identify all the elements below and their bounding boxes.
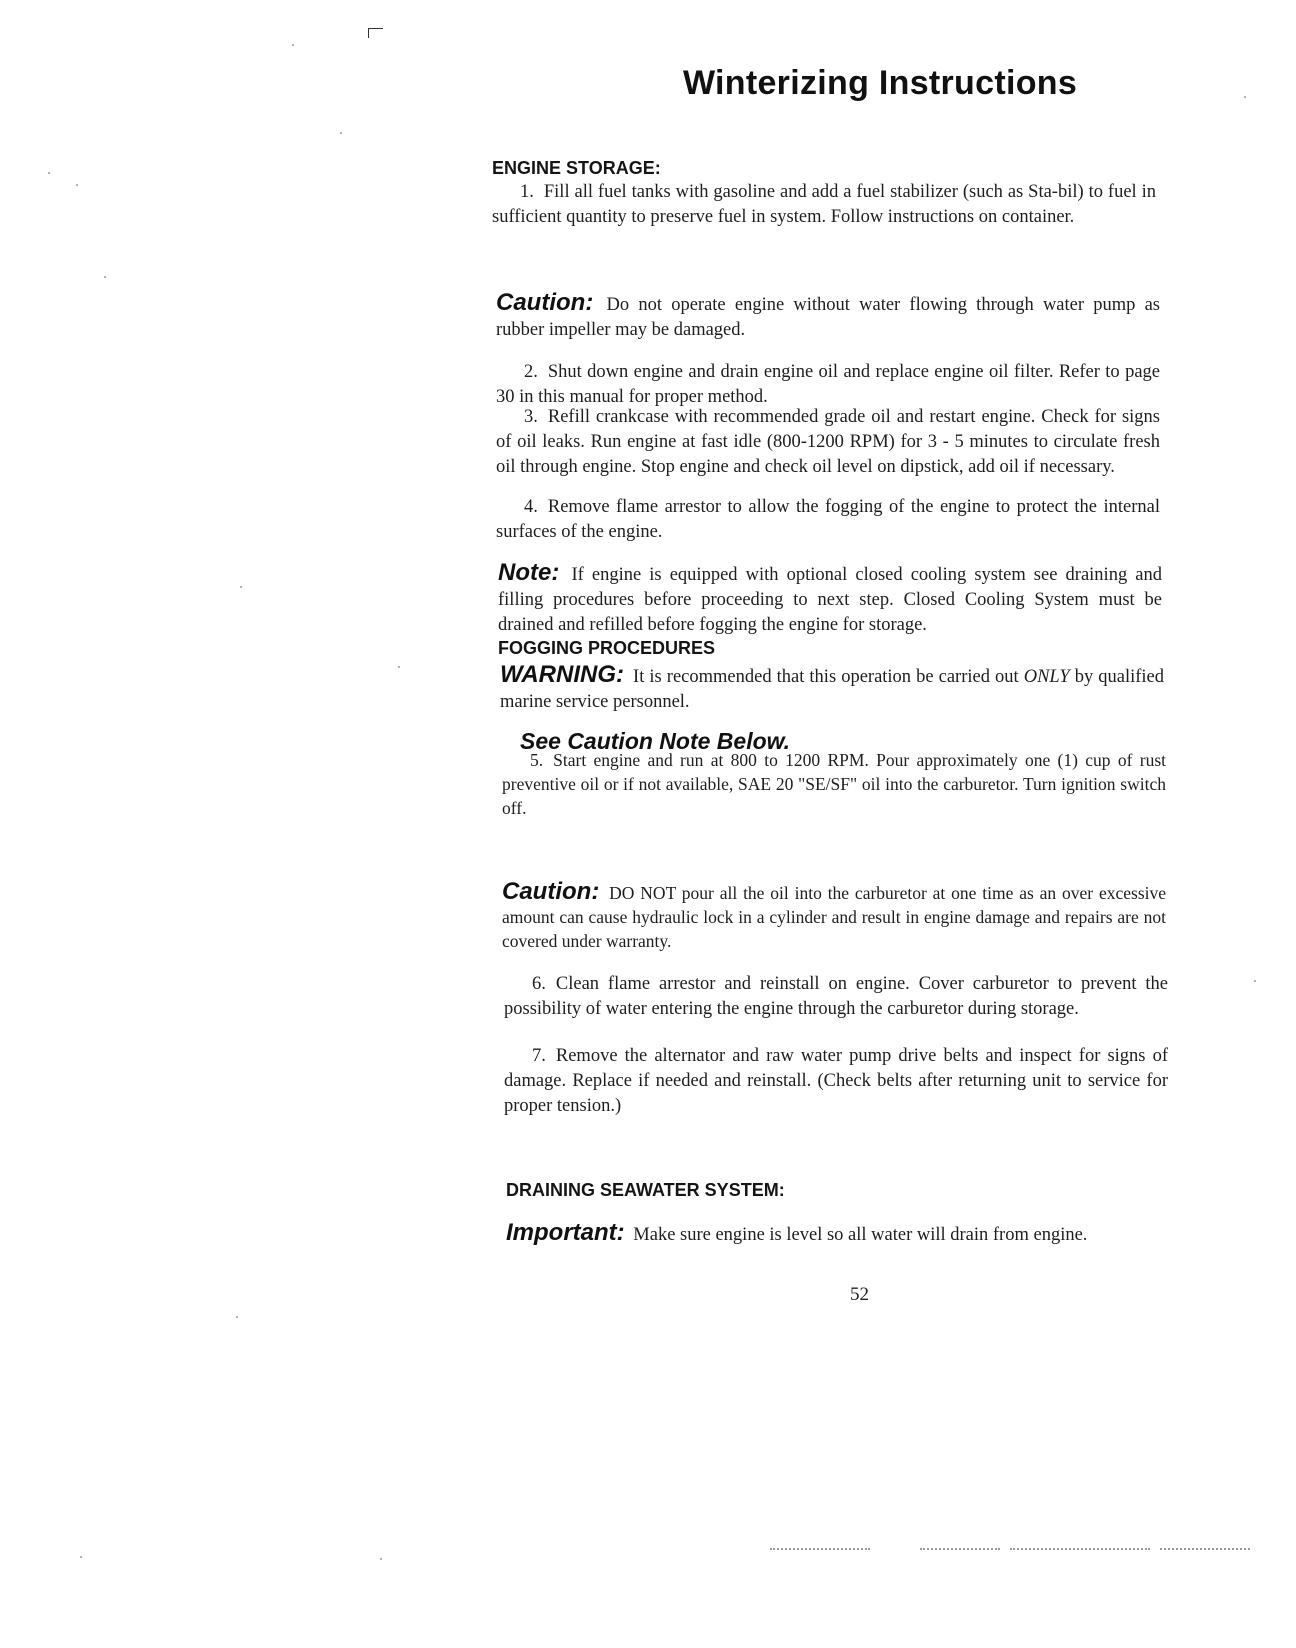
section-heading-fogging: FOGGING PROCEDURES bbox=[498, 638, 716, 658]
step-4-text: Remove flame arrestor to allow the fogging of the engine to protect the internal surfaces of the engine. bbox=[496, 497, 1160, 542]
warning-text-after: by qualified marine service personnel. bbox=[500, 667, 1165, 712]
step-5-text: Start engine and run at 800 to 1200 RPM. Pour approximately one (1) cup of rust preventive oil or if not available, SAE 20 "SE/SF" oil into the carburetor. Turn ignition switch off. bbox=[502, 750, 1166, 818]
scan-speck bbox=[48, 172, 50, 174]
step-7-number: 7. bbox=[532, 1046, 546, 1066]
caution-2-label: Caution: bbox=[502, 878, 600, 905]
scan-speck bbox=[380, 1558, 382, 1560]
step-6-number: 6. bbox=[532, 974, 546, 994]
step-5 bbox=[502, 748, 1166, 820]
step-5-number: 5. bbox=[530, 750, 544, 770]
scan-speck bbox=[236, 1316, 238, 1318]
step-6-text: Clean flame arrestor and reinstall on engine. Cover carburetor to prevent the possibility of water entering the engine through the carburetor during storage. bbox=[504, 974, 1168, 1019]
step-2-number: 2. bbox=[524, 362, 538, 382]
warning bbox=[500, 662, 1164, 715]
caution-label: Caution: bbox=[496, 289, 594, 316]
scan-dotted-artifact bbox=[1160, 1548, 1250, 1550]
scan-speck bbox=[340, 132, 342, 134]
caution-1-text: Do not operate engine without water flowing through water pump as rubber impeller may be damaged. bbox=[496, 295, 1161, 340]
step-1-text: Fill all fuel tanks with gasoline and add a fuel stabilizer (such as Sta-bil) to fuel in sufficient quantity to preserve fuel in system. Follow instructions on container. bbox=[492, 182, 1156, 227]
step-3 bbox=[496, 405, 1160, 480]
caution-2 bbox=[502, 880, 1166, 953]
note bbox=[498, 560, 1162, 638]
scan-speck bbox=[240, 586, 242, 588]
scan-dotted-artifact bbox=[1010, 1548, 1150, 1550]
scan-speck bbox=[1254, 980, 1256, 982]
step-4-number: 4. bbox=[524, 497, 538, 517]
step-2 bbox=[496, 360, 1160, 410]
scan-speck bbox=[398, 666, 400, 668]
scan-speck bbox=[1244, 96, 1246, 98]
scan-corner-mark bbox=[368, 28, 383, 38]
scan-speck bbox=[80, 1556, 82, 1558]
step-1 bbox=[492, 180, 1156, 230]
page-title: Winterizing Instructions bbox=[682, 64, 1078, 102]
caution-2-text: DO NOT pour all the oil into the carburetor at one time as an over excessive amount can cause hydraulic lock in a cylinder and result in engine damage and repairs are not covered under warranty. bbox=[502, 883, 1167, 951]
note-text: If engine is equipped with optional closed cooling system see draining and filling procedures before proceeding to next step. Closed Cooling System must be drained and refilled before fogging the engine for storage. bbox=[498, 565, 1163, 635]
important bbox=[506, 1220, 1186, 1248]
step-4 bbox=[496, 495, 1160, 545]
warning-text-before: It is recommended that this operation be carried out bbox=[633, 667, 1019, 687]
warning-label: WARNING: bbox=[500, 661, 624, 688]
see-caution-note: See Caution Note Below. bbox=[520, 728, 791, 754]
step-7-text: Remove the alternator and raw water pump drive belts and inspect for signs of damage. Replace if needed and reinstall. (Check belts after returning unit to service for proper tension.) bbox=[504, 1046, 1168, 1116]
section-heading-draining: DRAINING SEAWATER SYSTEM: bbox=[506, 1180, 785, 1200]
step-7 bbox=[504, 1044, 1168, 1119]
step-3-number: 3. bbox=[524, 407, 538, 427]
scan-speck bbox=[292, 44, 294, 46]
note-label: Note: bbox=[498, 559, 560, 586]
important-label: Important: bbox=[506, 1219, 625, 1246]
step-6 bbox=[504, 972, 1168, 1022]
scan-dotted-artifact bbox=[920, 1548, 1000, 1550]
important-text: Make sure engine is level so all water will drain from engine. bbox=[633, 1225, 1088, 1245]
step-2-text: Shut down engine and drain engine oil and replace engine oil filter. Refer to page 30 in this manual for proper method. bbox=[496, 362, 1160, 407]
step-3-text: Refill crankcase with recommended grade oil and restart engine. Check for signs of oil leaks. Run engine at fast idle (800-1200 RPM) for 3 - 5 minutes to circulate fresh oil through engine. Stop engine and check oil level on dipstick, add oil if necessary. bbox=[496, 407, 1160, 477]
page-number: 52 bbox=[850, 1284, 869, 1305]
scan-speck bbox=[76, 184, 78, 186]
step-1-number: 1. bbox=[520, 182, 534, 202]
scan-speck bbox=[104, 276, 106, 278]
warning-emphasis: ONLY bbox=[1023, 667, 1070, 687]
caution-1 bbox=[496, 290, 1160, 343]
section-heading-engine-storage: ENGINE STORAGE: bbox=[492, 158, 661, 178]
scan-dotted-artifact bbox=[770, 1548, 870, 1550]
